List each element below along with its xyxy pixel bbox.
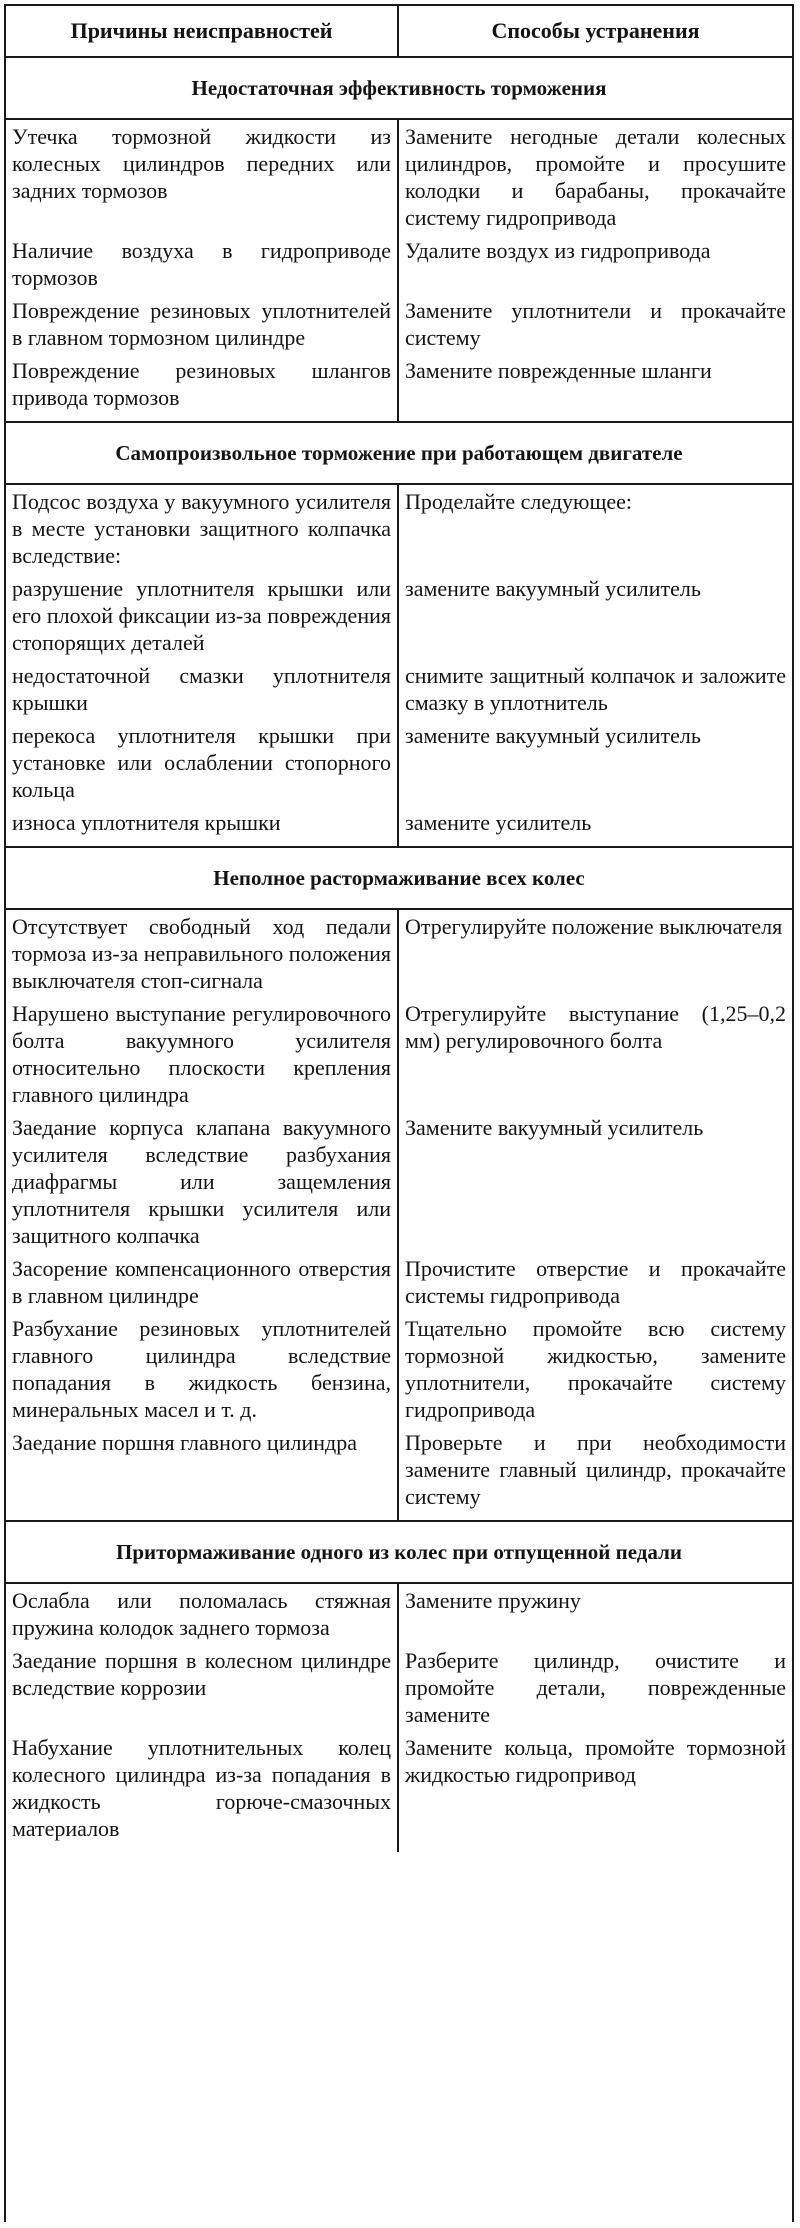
remedy-cell: Разберите цилиндр, очистите и промойте детали, поврежденные замените	[405, 1648, 786, 1727]
cause-cell: Заедание поршня главного цилиндра	[6, 1426, 398, 1521]
cause-cell: Ослабла или поломалась стяжная пружина колодок заднего тормоза	[6, 1583, 398, 1644]
table-row	[6, 1731, 792, 1852]
section-title: Недостаточная эффективность торможения	[6, 57, 792, 119]
remedy-cell: Замените пружину	[405, 1588, 581, 1613]
section-heading-row	[6, 1521, 792, 1583]
remedy-cell: Замените уплотнители и прокачайте систему	[405, 298, 786, 350]
cause-cell: износа уплотнителя крышки	[6, 806, 398, 847]
remedy-cell: Проделайте следующее:	[405, 489, 633, 514]
table-row	[6, 1583, 792, 1644]
remedy-cell: замените вакуумный усилитель	[405, 576, 701, 601]
table-row	[6, 119, 792, 234]
cause-cell: Нарушено выступание регулировочного болта вакуумного усилителя относительно плоскости крепления главного цилиндра	[6, 997, 398, 1111]
cause-cell: Повреждение резиновых уплотнителей в главном тормозном цилиндре	[6, 294, 398, 354]
cause-cell: разрушение уплотнителя крышки или его плохой фиксации из-за повреждения стопорящих деталей	[6, 572, 398, 659]
section-heading-row	[6, 57, 792, 119]
section-title: Самопроизвольное торможение при работающем двигателе	[6, 422, 792, 484]
remedy-cell: Проверьте и при необходимости замените главный цилиндр, прокачайте систему	[398, 1426, 792, 1521]
troubleshooting-page	[4, 4, 794, 2222]
header-causes: Причины неисправностей	[6, 6, 398, 57]
table-row	[6, 234, 792, 294]
remedy-cell: замените усилитель	[398, 806, 792, 847]
section-heading-row	[6, 847, 792, 909]
cause-cell: Повреждение резиновых шлангов привода тормозов	[6, 354, 398, 422]
table-row	[6, 997, 792, 1111]
table-row	[6, 294, 792, 354]
remedy-cell: Замените кольца, промойте тормозной жидкостью гидропривод	[405, 1735, 786, 1787]
table-row	[6, 484, 792, 572]
section-title: Притормаживание одного из колес при отпущенной педали	[6, 1521, 792, 1583]
table-row	[6, 1312, 792, 1426]
section-heading-row	[6, 422, 792, 484]
cause-cell: Наличие воздуха в гидроприводе тормозов	[6, 234, 398, 294]
cause-cell: Отсутствует свободный ход педали тормоза из-за неправильного положения выключателя стоп-сигнала	[6, 909, 398, 997]
remedy-cell: Удалите воздух из гидропривода	[405, 238, 711, 263]
table-row	[6, 659, 792, 719]
table-row	[6, 806, 792, 847]
cause-cell: Засорение компенсационного отверстия в главном цилиндре	[6, 1252, 398, 1312]
header-remedies: Способы устранения	[398, 6, 792, 57]
table-row	[6, 354, 792, 422]
table-row	[6, 572, 792, 659]
remedy-cell: Замените негодные детали колесных цилиндров, промойте и просушите колодки и барабаны, прокачайте систему гидропривода	[405, 124, 786, 230]
fault-table	[6, 6, 792, 1852]
table-row	[6, 1644, 792, 1731]
table-row	[6, 719, 792, 806]
section-title: Неполное растормаживание всех колес	[6, 847, 792, 909]
remedy-cell: замените вакуумный усилитель	[405, 723, 701, 748]
cause-cell: Разбухание резиновых уплотнителей главного цилиндра вследствие попадания в жидкость бензина, минеральных масел и т. д.	[6, 1312, 398, 1426]
remedy-cell: Тщательно промойте всю систему тормозной жидкостью, замените уплотнители, прокачайте систему гидропривода	[405, 1316, 786, 1422]
remedy-cell: Прочистите отверстие и прокачайте системы гидропривода	[405, 1256, 786, 1308]
remedy-cell: Замените вакуумный усилитель	[405, 1115, 704, 1140]
cause-cell: Заедание поршня в колесном цилиндре вследствие коррозии	[6, 1644, 398, 1731]
table-row	[6, 1426, 792, 1521]
cause-cell: Подсос воздуха у вакуумного усилителя в месте установки защитного колпачка вследствие:	[6, 484, 398, 572]
cause-cell: недостаточной смазки уплотнителя крышки	[6, 659, 398, 719]
table-header-row	[6, 6, 792, 57]
cause-cell: Набухание уплотнительных колец колесного цилиндра из-за попадания в жидкость горюче-смазочных материалов	[6, 1731, 398, 1852]
remedy-cell: Отрегулируйте выступание (1,25–0,2 мм) регулировочного болта	[405, 1001, 786, 1053]
table-body	[6, 57, 792, 1852]
table-row	[6, 909, 792, 997]
remedy-cell: Замените поврежденные шланги	[398, 354, 792, 422]
remedy-cell: Отрегулируйте положение выключателя	[405, 914, 783, 939]
table-row	[6, 1252, 792, 1312]
cause-cell: Заедание корпуса клапана вакуумного усилителя вследствие разбухания диафрагмы или защемления уплотнителя крышки усилителя или защитного колпачка	[6, 1111, 398, 1252]
cause-cell: перекоса уплотнителя крышки при установке или ослаблении стопорного кольца	[6, 719, 398, 806]
cause-cell: Утечка тормозной жидкости из колесных цилиндров передних или задних тормозов	[6, 119, 398, 234]
table-row	[6, 1111, 792, 1252]
remedy-cell: снимите защитный колпачок и заложите смазку в уплотнитель	[405, 663, 786, 715]
